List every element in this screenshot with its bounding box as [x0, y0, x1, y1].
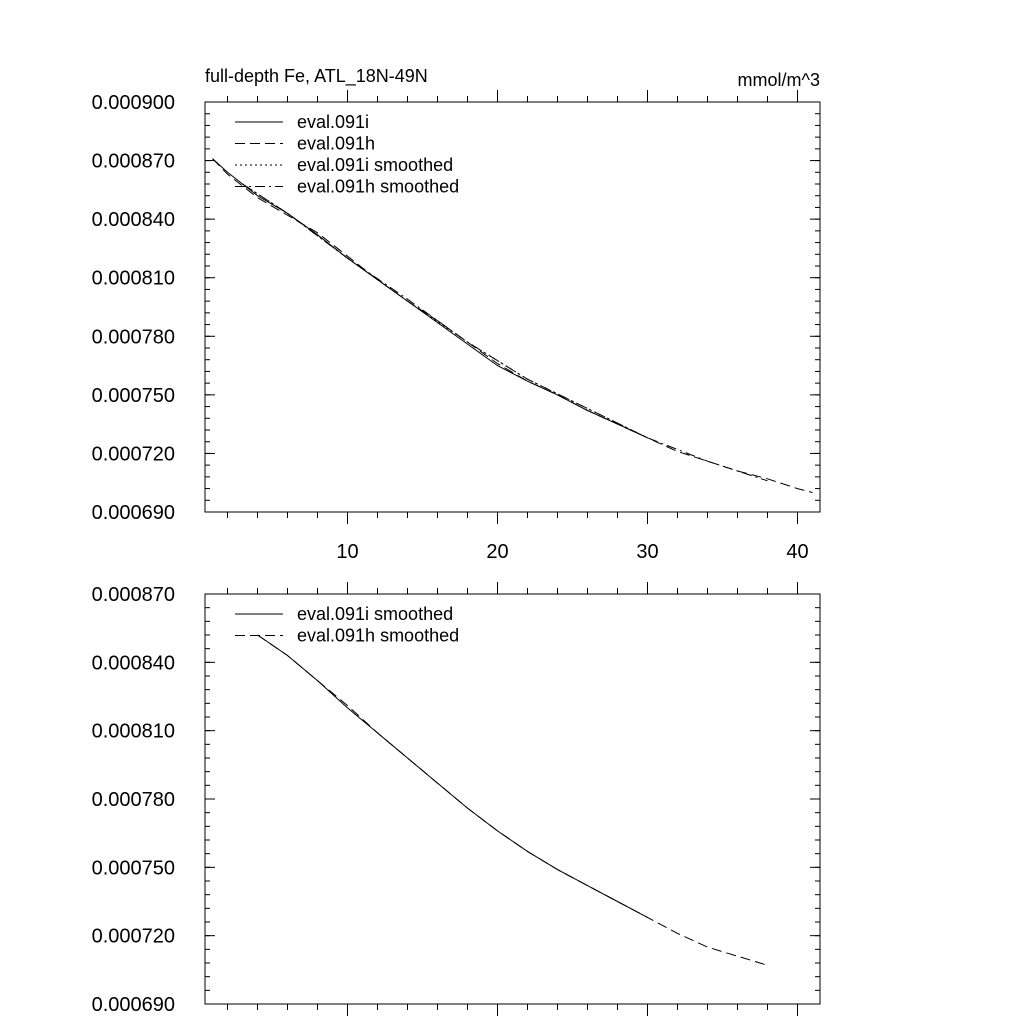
legend-label: eval.091i smoothed: [297, 155, 454, 175]
x-tick-label: 30: [636, 541, 659, 563]
y-axis-bottom: [92, 584, 820, 1016]
legend-label: eval.091h smoothed: [297, 625, 460, 646]
y-tick-label: 0.000750: [91, 857, 175, 880]
x-tick-label: 10: [336, 541, 359, 563]
y-tick-label: 0.000720: [91, 443, 175, 466]
series-line: [258, 635, 648, 917]
x-tick-label: 20: [486, 541, 509, 563]
y-tick-label: 0.000780: [91, 789, 175, 811]
legend-bottom: [235, 604, 459, 646]
series-line: [213, 159, 813, 493]
y-tick-label: 0.000870: [91, 150, 175, 173]
y-tick-label: 0.000690: [91, 994, 175, 1016]
bottom-panel: [92, 582, 820, 1016]
legend-label: eval.091h smoothed: [297, 176, 460, 197]
x-axis-bottom: [228, 582, 798, 1016]
y-tick-label: 0.000840: [91, 652, 175, 675]
x-tick-label: 40: [786, 541, 809, 563]
series-lines-bottom: [258, 635, 768, 965]
chart-title: full-depth Fe, ATL_18N-49N: [205, 66, 428, 86]
legend-top: [235, 112, 459, 197]
y-axis-top: [92, 92, 820, 524]
y-tick-label: 0.000870: [91, 584, 175, 606]
legend-label: eval.091i smoothed: [297, 604, 454, 624]
series-line: [243, 184, 768, 481]
legend-label: eval.091h: [297, 133, 376, 154]
units-label: mmol/m^3: [737, 70, 820, 90]
y-tick-label: 0.000780: [91, 326, 175, 349]
y-tick-label: 0.000750: [91, 384, 175, 407]
y-tick-label: 0.000810: [91, 720, 175, 743]
legend-label: eval.091i: [297, 112, 370, 132]
series-line: [243, 184, 648, 438]
plot-frame-bottom: [205, 594, 820, 1004]
y-tick-label: 0.000690: [91, 502, 175, 524]
series-lines-top: [213, 159, 813, 493]
y-tick-label: 0.000810: [91, 267, 175, 290]
series-line: [258, 635, 768, 965]
y-tick-label: 0.000840: [91, 209, 175, 232]
y-tick-label: 0.000720: [91, 925, 175, 948]
y-tick-label: 0.000900: [91, 92, 175, 114]
top-panel: [92, 66, 820, 563]
series-line: [213, 159, 648, 438]
